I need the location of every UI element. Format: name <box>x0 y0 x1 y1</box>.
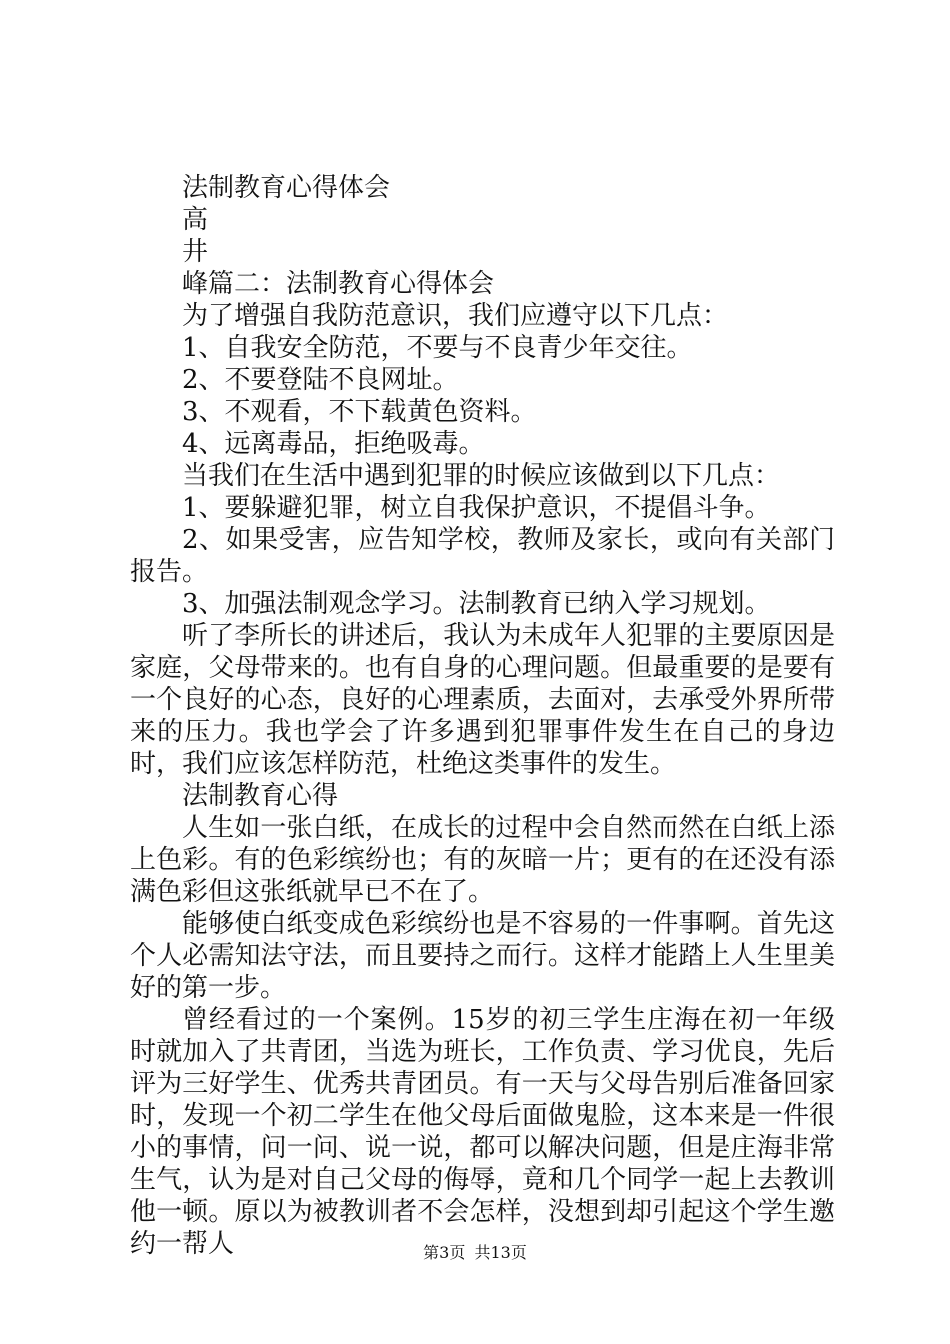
text-line: 高 <box>182 205 209 235</box>
paragraph: 曾经看过的一个案例。15岁的初三学生庄海在初一年级时就加入了共青团，当选为班长，工作负责、学习优良，先后评为三好学生、优秀共青团员。有一天与父母告别后准备回家时，发现一个初二学生在他父母后面做鬼脸，这本来是一件很小的事情，问一问、说一说，都可以解决问题，但是庄海非常生气，认为是对自己父母的侮辱，竟和几个同学一起上去教训他一顿。原以为被教训者不会怎样，没想到却引起这个学生邀约一帮人 <box>130 1005 835 1259</box>
list-item: 1、自我安全防范，不要与不良青少年交往。 <box>182 333 693 363</box>
paragraph: 2、如果受害，应告知学校，教师及家长，或向有关部门报告。 <box>130 525 835 587</box>
paragraph: 人生如一张白纸，在成长的过程中会自然而然在白纸上添上色彩。有的色彩缤纷也；有的灰暗一片；更有的在还没有添满色彩但这张纸就早已不在了。 <box>130 813 835 907</box>
text-line: 井 <box>182 237 209 267</box>
list-item: 1、要躲避犯罪，树立自我保护意识，不提倡斗争。 <box>182 493 771 523</box>
page-total: 共13页 <box>474 1243 527 1262</box>
subheading: 法制教育心得 <box>182 781 339 811</box>
document-body <box>130 172 835 1260</box>
paragraph: 3、加强法制观念学习。法制教育已纳入学习规划。 <box>182 589 771 619</box>
text-line: 当我们在生活中遇到犯罪的时候应该做到以下几点： <box>182 461 781 491</box>
section-title-line: 峰篇二：法制教育心得体会 <box>182 269 495 299</box>
paragraph: 能够使白纸变成色彩缤纷也是不容易的一件事啊。首先这个人必需知法守法，而且要持之而行。这样才能踏上人生里美好的第一步。 <box>130 909 835 1003</box>
list-item: 2、不要登陆不良网址。 <box>182 365 459 395</box>
page-number: 第3页 <box>423 1243 466 1262</box>
list-item: 3、不观看，不下载黄色资料。 <box>182 397 537 427</box>
page-footer <box>0 1240 950 1263</box>
list-item: 4、远离毒品，拒绝吸毒。 <box>182 429 485 459</box>
text-line: 为了增强自我防范意识，我们应遵守以下几点： <box>182 301 729 331</box>
heading-line: 法制教育心得体会 <box>182 173 391 203</box>
paragraph: 听了李所长的讲述后，我认为未成年人犯罪的主要原因是家庭，父母带来的。也有自身的心理问题。但最重要的是要有一个良好的心态，良好的心理素质，去面对，去承受外界所带来的压力。我也学会了许多遇到犯罪事件发生在自己的身边时，我们应该怎样防范，杜绝这类事件的发生。 <box>130 621 835 779</box>
